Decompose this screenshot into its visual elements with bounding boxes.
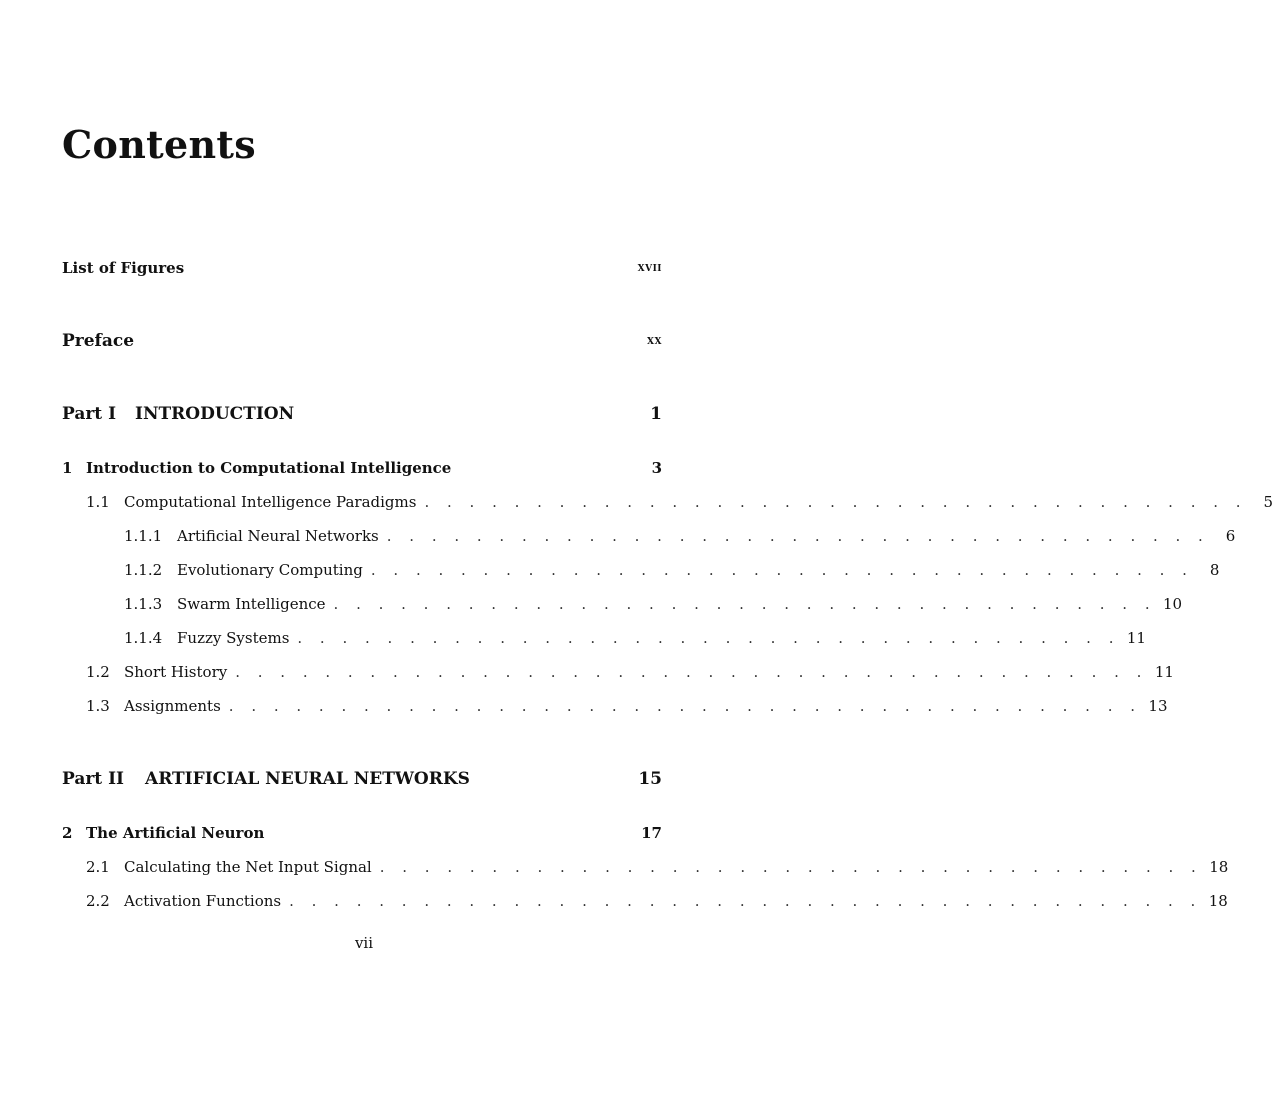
toc-chapter-1[interactable] bbox=[62, 452, 662, 478]
entry-number: 2.2 bbox=[86, 892, 110, 910]
entry-page: xx bbox=[647, 333, 662, 348]
entry-number: 1.1.3 bbox=[124, 595, 163, 613]
chapter-title: The Artificial Neuron bbox=[86, 824, 265, 842]
toc-entry-1-1-4[interactable] bbox=[124, 622, 1146, 648]
toc-entry-1-2[interactable] bbox=[86, 656, 1174, 682]
toc-entry-1-3[interactable] bbox=[86, 690, 1168, 716]
toc-part-2[interactable] bbox=[62, 763, 662, 789]
entry-title: Artificial Neural Networks bbox=[177, 527, 379, 545]
dot-leader: . . . . . . . . . . . . . . . . . . . . . . . . . . . . . . . . . . . . . bbox=[333, 595, 1157, 613]
toc-entry-1-1-3[interactable] bbox=[124, 588, 1183, 614]
entry-page: 18 bbox=[1208, 892, 1228, 910]
entry-number: 1.1 bbox=[86, 493, 110, 511]
page-number: vii bbox=[354, 934, 374, 952]
entry-title: Fuzzy Systems bbox=[177, 629, 290, 647]
entry-page: 11 bbox=[1154, 663, 1174, 681]
entry-title: Preface bbox=[62, 331, 135, 351]
toc-part-1[interactable] bbox=[62, 398, 662, 424]
entry-page: 18 bbox=[1209, 858, 1229, 876]
entry-title: Computational Intelligence Paradigms bbox=[124, 493, 417, 511]
entry-page: 5 bbox=[1263, 493, 1273, 511]
toc-entry-preface[interactable] bbox=[62, 325, 662, 351]
chapter-page: 17 bbox=[641, 824, 662, 842]
entry-number: 1.1.2 bbox=[124, 561, 163, 579]
part-label: Part I bbox=[62, 404, 117, 424]
dot-leader: . . . . . . . . . . . . . . . . . . . . . . . . . . . . . . . . . . . . . bbox=[297, 629, 1120, 647]
entry-page: 13 bbox=[1148, 697, 1168, 715]
entry-title: Swarm Intelligence bbox=[177, 595, 326, 613]
chapter-number: 2 bbox=[62, 824, 73, 842]
dot-leader: . . . . . . . . . . . . . . . . . . . . . . . . . . . . . . . . . . . . . bbox=[379, 858, 1203, 876]
dot-leader: . . . . . . . . . . . . . . . . . . . . . . . . . . . . . . . . . . . . . . . . . bbox=[235, 663, 1148, 681]
entry-page: 11 bbox=[1126, 629, 1146, 647]
chapter-number: 1 bbox=[62, 459, 73, 477]
part-page: 1 bbox=[650, 404, 662, 424]
toc-entry-list-of-figures[interactable] bbox=[62, 252, 662, 278]
entry-title: Assignments bbox=[124, 697, 221, 715]
entry-number: 2.1 bbox=[86, 858, 110, 876]
part-title: ARTIFICIAL NEURAL NETWORKS bbox=[145, 769, 470, 789]
toc-entry-1-1[interactable] bbox=[86, 486, 1273, 512]
entry-page: 8 bbox=[1209, 561, 1220, 579]
chapter-title: Introduction to Computational Intelligence bbox=[86, 459, 452, 477]
toc-chapter-2[interactable] bbox=[62, 817, 662, 843]
chapter-page: 3 bbox=[651, 459, 662, 477]
entry-title: Calculating the Net Input Signal bbox=[124, 858, 372, 876]
toc-entry-2-1[interactable] bbox=[86, 851, 1229, 877]
entry-title: Evolutionary Computing bbox=[177, 561, 363, 579]
toc-entry-1-1-1[interactable] bbox=[124, 520, 1236, 546]
dot-leader: . . . . . . . . . . . . . . . . . . . . . . . . . . . . . . . . . . . . . bbox=[424, 493, 1248, 511]
entry-number: 1.1.1 bbox=[124, 527, 163, 545]
part-title: INTRODUCTION bbox=[135, 404, 295, 424]
entry-page: xvii bbox=[637, 260, 662, 275]
entry-number: 1.1.4 bbox=[124, 629, 163, 647]
entry-page: 10 bbox=[1163, 595, 1183, 613]
dot-leader: . . . . . . . . . . . . . . . . . . . . . . . . . . . . . . . . . . . . . . . . . bbox=[228, 697, 1142, 715]
page-title: Contents bbox=[62, 122, 256, 167]
dot-leader: . . . . . . . . . . . . . . . . . . . . . . . . . . . . . . . . . . . . . bbox=[370, 561, 1194, 579]
entry-title: List of Figures bbox=[62, 259, 185, 277]
entry-page: 6 bbox=[1225, 527, 1236, 545]
entry-number: 1.3 bbox=[86, 697, 110, 715]
dot-leader: . . . . . . . . . . . . . . . . . . . . . . . . . . . . . . . . . . . . . . . . . bbox=[289, 892, 1202, 910]
toc-entry-2-2[interactable] bbox=[86, 885, 1228, 911]
entry-number: 1.2 bbox=[86, 663, 110, 681]
part-page: 15 bbox=[638, 769, 662, 789]
part-label: Part II bbox=[62, 769, 124, 789]
dot-leader: . . . . . . . . . . . . . . . . . . . . . . . . . . . . . . . . . . . . . bbox=[386, 527, 1210, 545]
entry-title: Short History bbox=[124, 663, 228, 681]
entry-title: Activation Functions bbox=[124, 892, 282, 910]
toc-entry-1-1-2[interactable] bbox=[124, 554, 1220, 580]
